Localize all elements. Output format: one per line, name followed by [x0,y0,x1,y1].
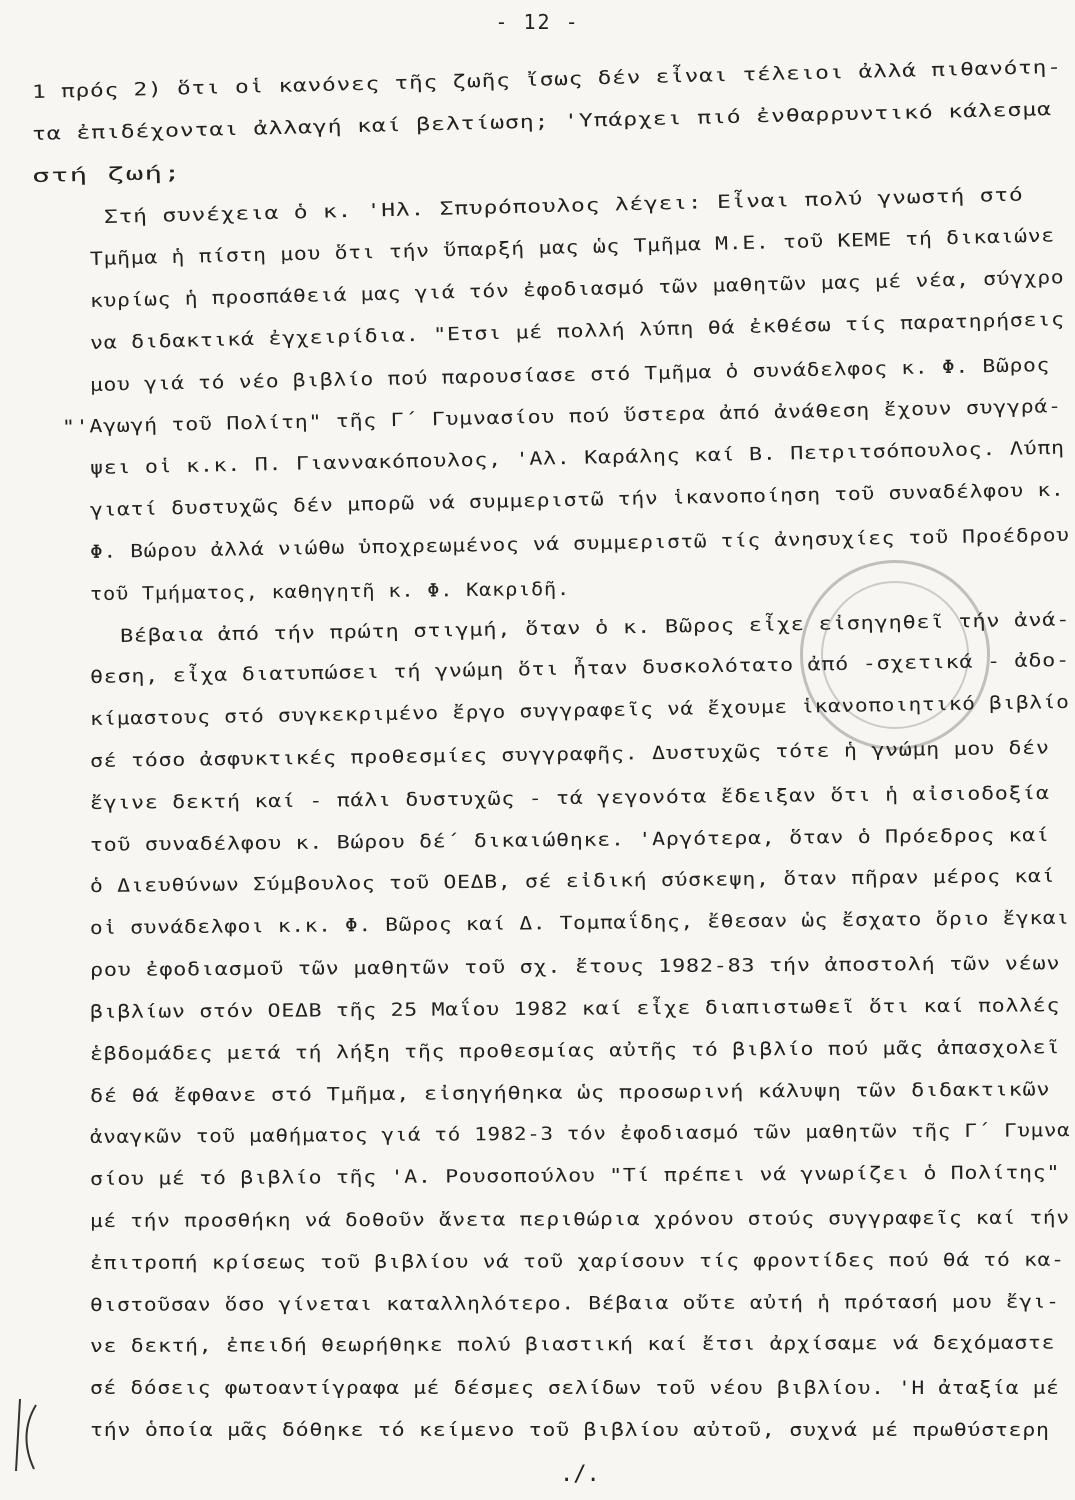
text-line: Στή συνέχεια ὁ κ. 'Ηλ. Σπυρόπουλος λέγει: Εἶναι πολύ γνωστή στό [103,184,1024,229]
text-line: κίμαστους στό συγκεκριμένο ἔργο συγγραφεῖς νά ἔχουμε ἱκανοποιητικό βιβλίο [89,692,1070,731]
handwritten-margin-mark [6,1395,46,1475]
text-line: ἔγινε δεκτή καί - πάλι δυστυχῶς - τά γεγονότα ἔδειξαν ὅτι ἡ αἰσιοδοξία [89,782,1050,814]
text-line: Φ. Βώρου ἀλλά νιώθω ὑποχρεωμένος νά συμμεριστῶ τίς ἀνησυχίες τοῦ Προέδρου [89,524,1070,563]
text-line: μου γιά τό νέο βιβλίο πού παρουσίασε στό Τμῆμα ὁ συνάδελφος κ. Φ. Βῶρος [89,354,1051,396]
text-line: ψει οἱ κ.κ. Π. Γιαννακόπουλος, 'Αλ. Καράλης καί Β. Πετριτσόπουλος. Λύπη [89,437,1066,480]
text-line: σέ τόσο ἀσφυκτικές προθεσμίες συγγραφῆς. Δυστυχῶς τότε ἡ γνώμη μου δέν [89,737,1050,772]
text-line: ὁ Διευθύνων Σύμβουλος τοῦ ΟΕΔΒ, σέ εἰδική σύσκεψη, ὅταν πῆραν μέρος καί [89,866,1056,898]
text-line: βιβλίων στόν ΟΕΔΒ τῆς 25 Μαΐου 1982 καί εἶχε διαπιστωθεῖ ὅτι καί πολλές [89,995,1061,1023]
text-line: τοῦ Τμήματος, καθηγητῆ κ. Φ. Κακριδῆ. [89,578,570,605]
text-line: δέ θά ἔφθανε στό Τμῆμα, εἰσηγήθηκα ὡς προσωρινή κάλυψη τῶν διδακτικῶν [89,1078,1051,1107]
text-line: ἐπιτροπή κρίσεως τοῦ βιβλίου νά τοῦ χαρίσουν τίς φροντίδες πού θά τό κα- [89,1249,1065,1274]
text-line: να διδακτικά ἐγχειρίδια. "Ετσι μέ πολλή λύπη θά ἐκθέσω τίς παρατηρήσεις [89,309,1065,354]
text-line: τοῦ συναδέλφου κ. Βώρου δέ΄ δικαιώθηκε. 'Αργότερα, ὅταν ὁ Πρόεδρος καί [89,824,1050,856]
text-line: Τμῆμα ἡ πίστη μου ὅτι τήν ὕπαρξή μας ὡς Τμῆμα Μ.Ε. τοῦ ΚΕΜΕ τή δικαιώνε [89,225,1056,271]
text-line: θιστοῦσαν ὅσο γίνεται καταλληλότερο. Βέβαια οὔτε αὐτή ἡ πρότασή μου ἔγι- [89,1291,1060,1316]
text-line: θεση, εἶχα διατυπώσει τή γνώμη ὅτι ἦταν δυσκολότατο ἀπό -σχετικά - ἀδο- [89,650,1070,689]
text-line: σίου μέ τό βιβλίο τῆς 'Α. Ρουσοπούλου "Τί πρέπει νά γνωρίζει ὁ Πολίτης" [89,1162,1061,1191]
text-line: σέ δόσεις φωτοαντίγραφα μέ δέσμες σελίδων τοῦ νέου βιβλίου. 'Η ἀταξία μέ [90,1378,1060,1400]
text-line: 1 πρός 2) ὅτι οἱ κανόνες τῆς ζωῆς ἴσως δέν εἶναι τέλειοι ἀλλά πιθανότη- [31,56,1062,103]
continuation-mark: ./. [560,1462,600,1487]
text-line: κυρίως ἡ προσπάθειά μας γιά τόν ἐφοδιασμό τῶν μαθητῶν μας μέ νέα, σύγχρο [89,267,1065,313]
text-line: ρου ἐφοδιασμοῦ τῶν μαθητῶν τοῦ σχ. ἔτους 1982-83 τήν ἀποστολή τῶν νέων [89,953,1061,982]
text-line: μέ τήν προσθήκη νά δοθοῦν ἄνετα περιθώρια χρόνου στούς συγγραφεῖς καί τήν [89,1207,1070,1232]
text-line: ἀναγκῶν τοῦ μαθήματος γιά τό 1982-3 τόν ἐφοδιασμό τῶν μαθητῶν τῆς Γ΄ Γυμνα [89,1120,1071,1149]
text-line: στή ζωή; [31,162,183,187]
text-line: ἑβδομάδες μετά τή λήξη τῆς προθεσμίας αὐτῆς τό βιβλίο πού μᾶς ἀπασχολεῖ [89,1036,1061,1065]
text-line: οἱ συνάδελφοι κ.κ. Φ. Βῶρος καί Δ. Τομπαΐδης, ἔθεσαν ὡς ἔσχατο ὅριο ἔγκαι [89,907,1070,940]
text-line: Βέβαια ἀπό τήν πρώτη στιγμή, ὅταν ὁ κ. Βῶρος εἶχε εἰσηγηθεῖ τήν ἀνά- [119,608,1071,647]
text-line: τα ἐπιδέχονται ἀλλαγή καί βελτίωση; 'Υπάρχει πιό ἐνθαρρυντικό κάλεσμα [31,98,1053,145]
text-line: νε δεκτή, ἐπειδή θεωρήθηκε πολύ βιαστική καί ἔτσι ἀρχίσαμε νά δεχόμαστε [89,1333,1056,1358]
text-line: γιατί δυστυχῶς δέν μπορῶ νά συμμεριστῶ τήν ἱκανοποίηση τοῦ συναδέλφου κ. [89,479,1065,522]
text-line: τήν ὁποία μᾶς δόθηκε τό κείμενο τοῦ βιβλίου αὐτοῦ, συχνά μέ πρωθύστερη [90,1420,1050,1441]
page-number: - 12 - [495,10,580,34]
text-line: "'Αγωγή τοῦ Πολίτη" τῆς Γ΄ Γυμνασίου πού ὕστερα ἀπό ἀνάθεση ἔχουν συγγρά- [61,395,1062,438]
